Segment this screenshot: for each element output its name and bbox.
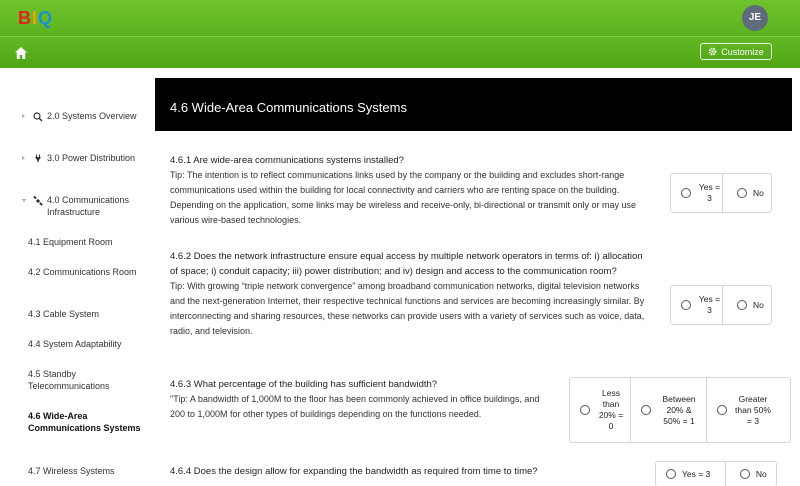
answer-option-label: Less than 20% = 0 [598,388,624,431]
plug-icon [33,154,43,164]
answer-option-label: Between 20% & 50% = 1 [662,393,696,426]
top-header [0,0,800,36]
answer-option-label: No [752,187,764,198]
radio-button[interactable] [681,300,691,310]
question-title: 4.6.4 Does the design allow for expanding the bandwidth as required from time to time? [170,466,538,477]
answer-option-label: Greater than 50% = 3 [735,393,771,426]
radio-button[interactable] [641,405,651,415]
main-content [155,78,800,486]
sidebar-item-label: 4.0 Communications Infrastructure [47,195,130,217]
question-title: 4.6.1 Are wide-area communications systems installed? [170,155,404,166]
radio-button[interactable] [666,469,676,479]
customize-button[interactable] [700,43,772,60]
radio-button[interactable] [681,188,691,198]
question-4-6-1 [170,153,650,228]
customize-label: Customize [721,46,764,57]
question-4-6-2 [170,249,650,339]
question-tip: "Tip: A bandwidth of 1,000M to the floor has been commonly achieved in office buildings, and 200 to 1,000M for other types of buildings depending on the functions needed. [170,394,540,419]
user-avatar[interactable]: JE [742,5,768,31]
radio-button[interactable] [717,405,727,415]
answer-group [569,377,791,443]
logo-letter: Q [38,8,53,28]
answer-option-yes[interactable] [671,286,722,324]
answer-option-label: Yes = 3 [682,468,711,479]
search-icon [33,112,43,122]
caret-right-icon[interactable] [22,156,25,160]
answer-option-label: Yes = 3 [698,294,721,315]
answer-option-no[interactable] [722,174,771,212]
radio-button[interactable] [580,405,590,415]
sidebar-item-label: 4.3 Cable System [28,309,100,319]
question-title: 4.6.3 What percentage of the building has sufficient bandwidth? [170,379,438,390]
question-4-6-4 [170,464,650,479]
answer-option-label: Yes = 3 [698,182,721,203]
sidebar-item-label: 4.7 Wireless Systems [28,466,115,476]
satellite-icon [33,196,43,206]
answer-group [670,173,772,213]
answer-option-yes[interactable] [656,462,725,486]
radio-button[interactable] [740,469,750,479]
nav-bar [0,36,800,68]
sidebar-item-label: 4.4 System Adaptability [28,339,122,349]
sidebar-item-label: 4.6 Wide-Area Communications Systems [28,411,141,433]
sidebar-item-label: 4.2 Communications Room [28,267,137,277]
question-tip: Tip: The intention is to reflect communications links used by the company or the building and excludes short-range communications used within the building for local connectivity and carriers who are renting space on the building. Depending on the application, some links may be wireless and receive-only, bi-directional or transmit only or may use various wire-based technologies. [170,170,637,225]
answer-option-no[interactable] [722,286,771,324]
home-icon[interactable] [14,46,28,60]
sidebar-item-label: 2.0 Systems Overview [47,111,137,121]
answer-option-greater-than-50[interactable] [706,378,790,442]
question-4-6-3 [170,377,550,422]
question-tip: Tip: With growing “triple network convergence” among broadband communication networks, digital television networks and the next-generation Internet, their respective technical functions and services are becoming increasingly similar. By interconnecting and sharing resources, these networks can provide users with a variety of services such as voice, data, radio, and television. [170,281,645,336]
caret-right-icon[interactable] [22,114,25,118]
sidebar-item-label: 4.5 Standby Telecommunications [28,369,110,391]
sidebar [0,68,150,486]
radio-button[interactable] [737,300,747,310]
page-title: 4.6 Wide-Area Communications Systems [170,100,407,115]
logo-letter: B [18,8,31,28]
answer-option-no[interactable] [725,462,776,486]
sidebar-item-label: 4.1 Equipment Room [28,237,113,247]
app-logo[interactable] [18,7,52,29]
gear-icon [708,47,717,56]
answer-group [655,461,777,486]
radio-button[interactable] [737,188,747,198]
answer-option-yes[interactable] [671,174,722,212]
question-title: 4.6.2 Does the network infrastructure ensure equal access by multiple network operators in terms of: i) allocation of space; i) conduit capacity; iii) power distribution; and iv) design and access to the communication room? [170,251,643,277]
answer-option-between-20-50[interactable] [630,378,706,442]
caret-down-icon[interactable] [22,199,26,202]
logo-letter: I [32,8,38,28]
answer-option-label: No [755,468,767,479]
answer-option-less-than-20[interactable] [570,378,630,442]
answer-option-label: No [752,299,764,310]
answer-group [670,285,772,325]
sidebar-item-label: 3.0 Power Distribution [47,153,136,163]
section-header [155,78,792,131]
